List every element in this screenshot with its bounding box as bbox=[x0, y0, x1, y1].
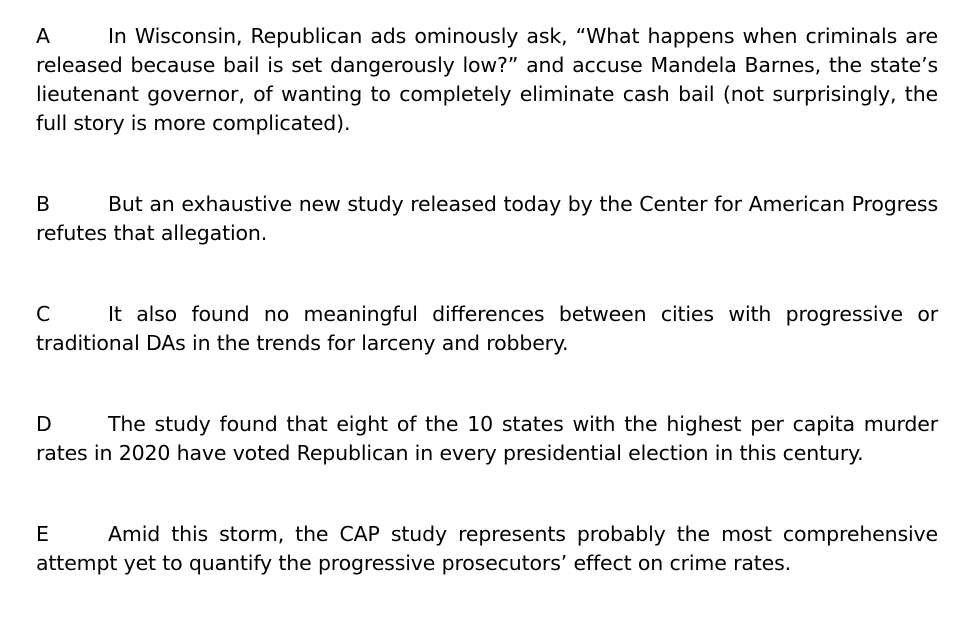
paragraph-spacer bbox=[36, 138, 938, 190]
paragraph-a bbox=[36, 22, 938, 138]
paragraph-text-e: Amid this storm, the CAP study represents probably the most comprehensive attempt yet to quantify the progressive prosecutors’ effect on crime rates. bbox=[36, 522, 938, 575]
paragraph-e bbox=[36, 520, 938, 578]
paragraph-text-d: The study found that eight of the 10 states with the highest per capita murder rates in 2020 have voted Republican in every presidential election in this century. bbox=[36, 412, 938, 465]
paragraph-spacer bbox=[36, 358, 938, 410]
paragraph-letter-b: B bbox=[36, 192, 50, 216]
paragraph-letter-c: C bbox=[36, 302, 51, 326]
paragraph-letter-a: A bbox=[36, 24, 50, 48]
document-body bbox=[36, 22, 938, 578]
paragraph-letter-e: E bbox=[36, 522, 49, 546]
paragraph-d bbox=[36, 410, 938, 468]
paragraph-c bbox=[36, 300, 938, 358]
paragraph-spacer bbox=[36, 248, 938, 300]
paragraph-text-c: It also found no meaningful differences between cities with progressive or traditional DAs in the trends for larceny and robbery. bbox=[36, 302, 938, 355]
paragraph-letter-d: D bbox=[36, 412, 52, 436]
paragraph-text-a: In Wisconsin, Republican ads ominously ask, “What happens when criminals are released because bail is set dangerously low?” and accuse Mandela Barnes, the state’s lieutenant governor, of wanting to completely eliminate cash bail (not surprisingly, the full story is more complicated). bbox=[36, 24, 938, 135]
paragraph-spacer bbox=[36, 468, 938, 520]
paragraph-text-b: But an exhaustive new study released today by the Center for American Progress refutes that allegation. bbox=[36, 192, 938, 245]
paragraph-b bbox=[36, 190, 938, 248]
